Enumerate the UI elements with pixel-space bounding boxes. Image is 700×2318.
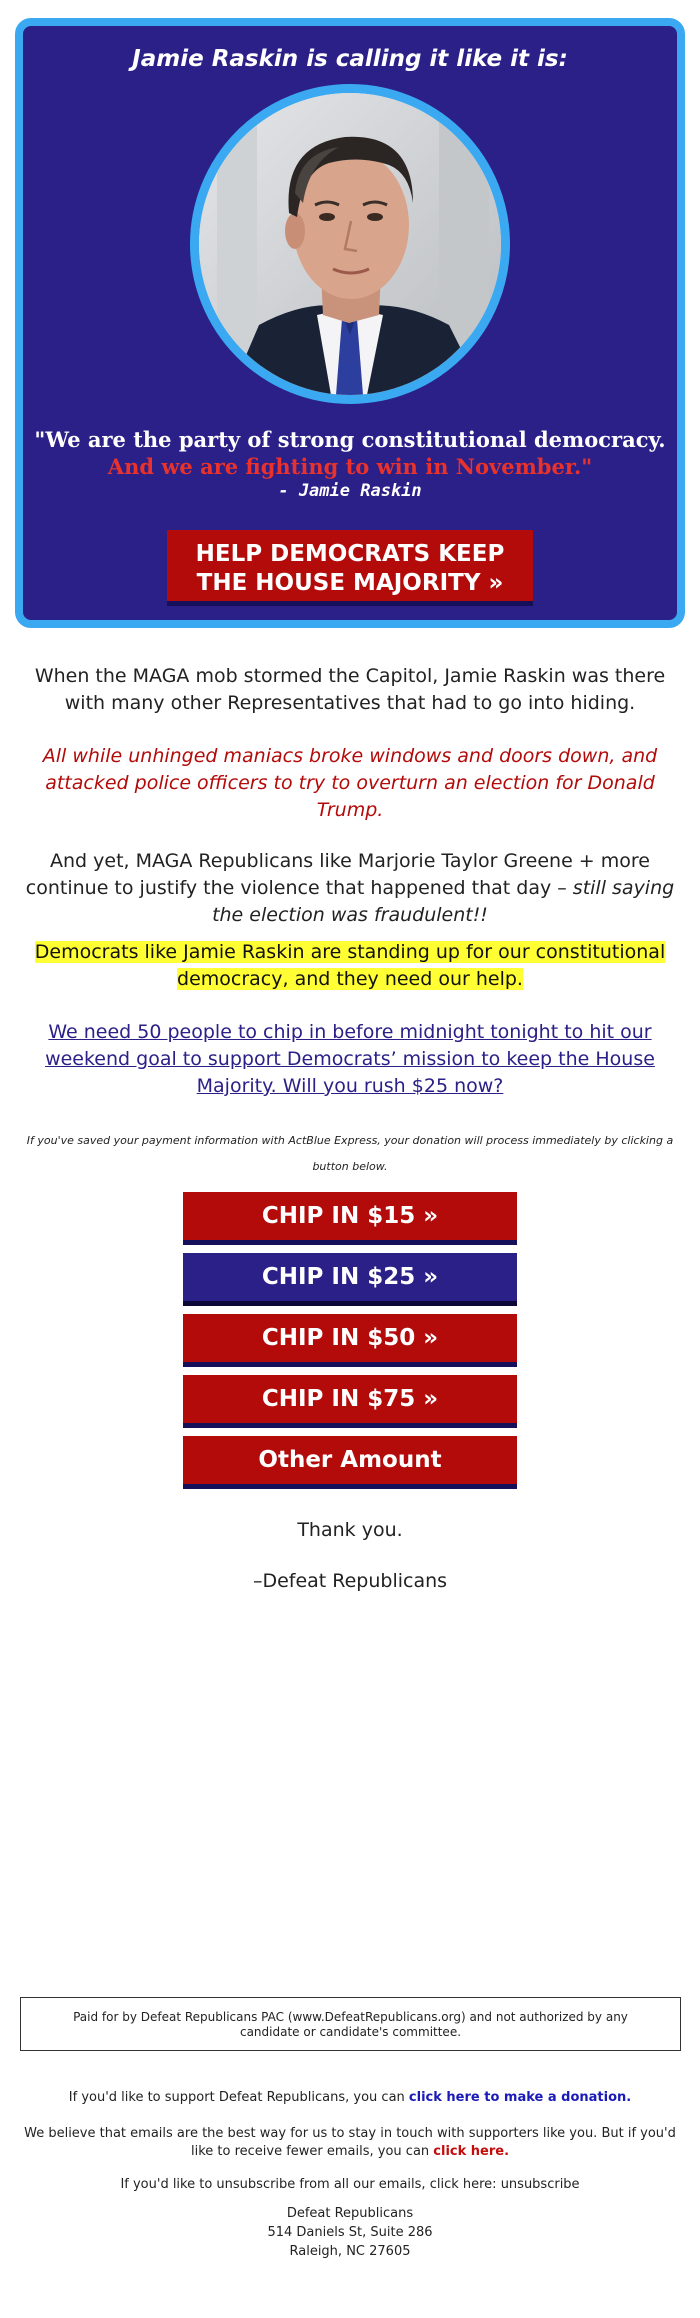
hero-button-line-1: HELP DEMOCRATS KEEP — [195, 541, 505, 567]
signoff-text: –Defeat Republicans — [252, 1570, 448, 1592]
hero-title: Jamie Raskin is calling it like it is: — [132, 46, 568, 72]
paid-for-disclaimer: Paid for by Defeat Republicans PAC (www.DefeatRepublicans.org) and not authorized by any candidate or candidate's committee. — [20, 1997, 681, 2051]
highlighted-text: Democrats like Jamie Raskin are standing up for our constitutional democracy, and they need our help. — [34, 941, 666, 990]
other-amount-button[interactable]: Other Amount — [183, 1436, 517, 1489]
support-line — [20, 2089, 680, 2107]
unsubscribe-link[interactable]: unsubscribe — [500, 2177, 580, 2192]
chip-in-15-button[interactable]: CHIP IN $15 » — [183, 1192, 517, 1245]
support-text: If you'd like to support Defeat Republicans, you can — [68, 2090, 409, 2105]
hero-banner — [15, 18, 685, 628]
quote-line-1: "We are the party of strong constitutional democracy. — [34, 427, 666, 452]
fewer-emails-line — [20, 2125, 680, 2161]
hero-button-line-2: THE HOUSE MAJORITY » — [196, 570, 504, 596]
address-line-2: Raleigh, NC 27605 — [289, 2244, 411, 2259]
unsubscribe-text: If you'd like to unsubscribe from all our emails, click here: — [120, 2177, 501, 2192]
unsubscribe-line — [20, 2176, 680, 2194]
quote-attribution: - Jamie Raskin — [278, 481, 422, 501]
paragraph-maga — [20, 848, 680, 929]
org-name: Defeat Republicans — [286, 2206, 414, 2221]
fewer-emails-link[interactable]: click here. — [433, 2144, 510, 2159]
paragraph-maga-italic: still saying the election was fraudulent!! — [212, 877, 675, 926]
address-line-1: 514 Daniels St, Suite 286 — [267, 2225, 433, 2240]
paragraph-highlight — [20, 939, 680, 993]
chip-in-50-button[interactable]: CHIP IN $50 » — [183, 1314, 517, 1367]
paragraph-maga-main: And yet, MAGA Republicans like Marjorie Taylor Greene + more continue to justify the violence that happened that day – — [25, 850, 650, 899]
chip-in-75-button[interactable]: CHIP IN $75 » — [183, 1375, 517, 1428]
rush-donation-link[interactable]: We need 50 people to chip in before midnight tonight to hit our weekend goal to support Democrats’ mission to keep the House Majority. Will you rush $25 now? — [45, 1021, 655, 1097]
thank-you-text: Thank you. — [297, 1519, 403, 1541]
paragraph-ask — [20, 1019, 680, 1100]
paragraph-capitol: When the MAGA mob stormed the Capitol, Jamie Raskin was there with many other Representatives that had to go into hiding. — [34, 665, 666, 714]
mailing-address — [20, 2204, 680, 2261]
make-donation-link[interactable]: click here to make a donation. — [408, 2090, 632, 2105]
fewer-emails-text: We believe that emails are the best way for us to stay in touch with supporters like you. But if you'd like to receive fewer emails, you can — [24, 2126, 676, 2159]
quote-line-2: And we are fighting to win in November." — [107, 454, 593, 479]
keep-house-majority-button[interactable] — [167, 530, 533, 606]
portrait-illustration — [199, 93, 501, 395]
actblue-express-note: If you've saved your payment information with ActBlue Express, your donation will process immediately by clicking a button below. — [26, 1134, 674, 1173]
hero-quote — [23, 426, 677, 502]
chip-in-25-button[interactable]: CHIP IN $25 » — [183, 1253, 517, 1306]
paragraph-maniacs: All while unhinged maniacs broke windows and doors down, and attacked police officers to try to overturn an election for Donald Trump. — [42, 745, 658, 821]
portrait-photo — [190, 84, 510, 404]
